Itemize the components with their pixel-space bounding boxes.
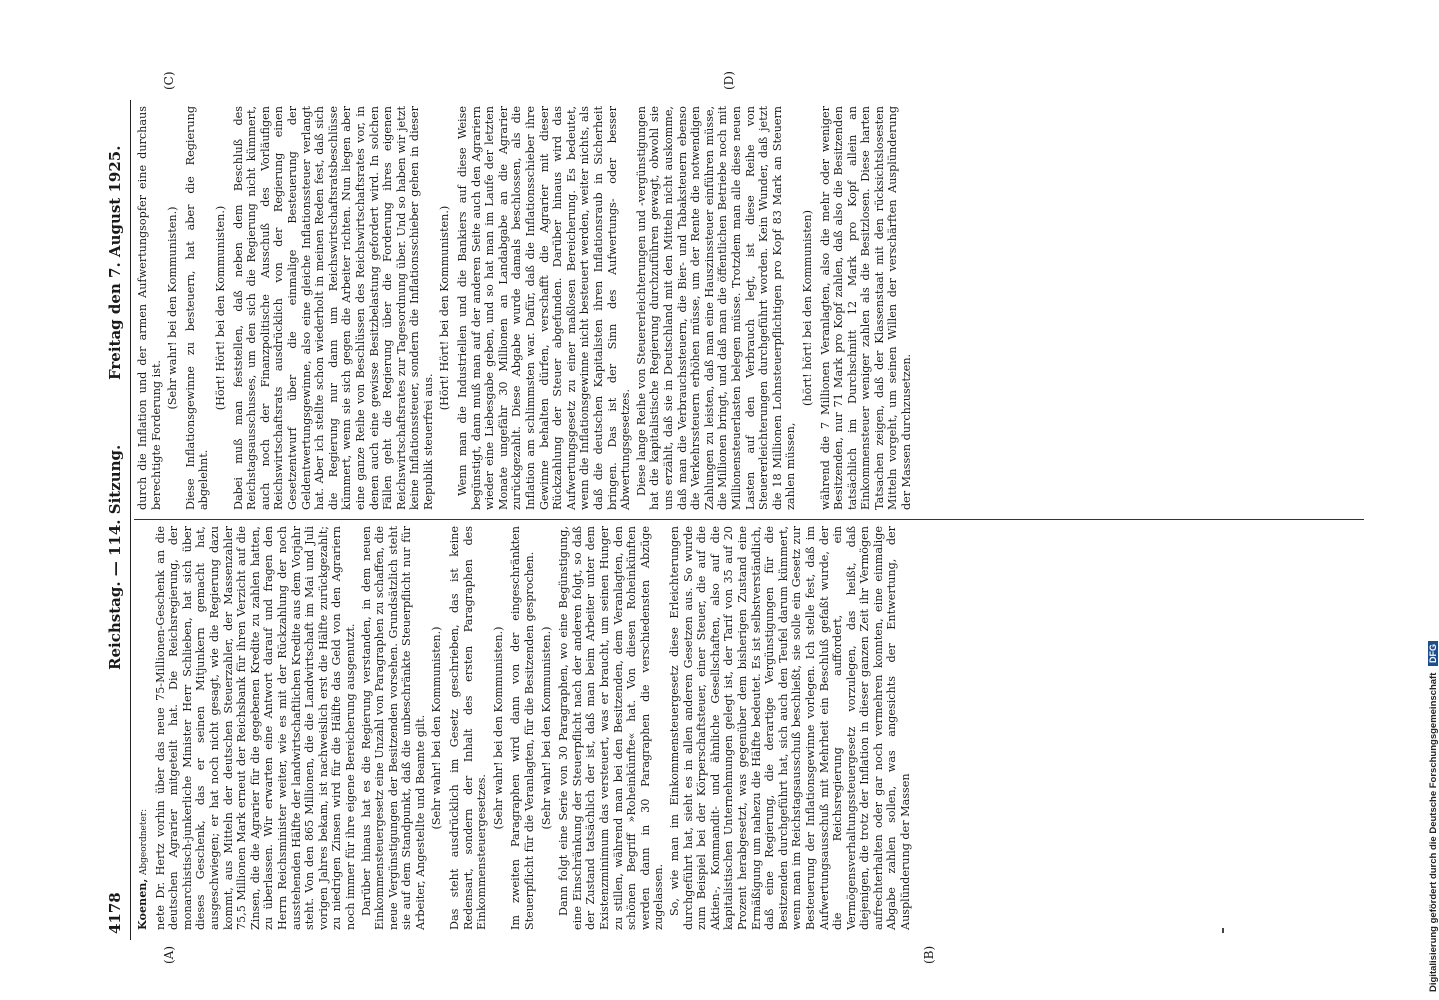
paragraph: Darüber hinaus hat es die Regierung verstanden, in dem neuen Einkommensteuergesetz eine Unzahl von Paragraphen zu schaffen, die neue Vergünstigungen der Besitzenden vorsehen. Grundsätzlich steht sie auf dem Standpunkt, daß die unbeschränkte Steuerpflicht nur für Arbeiter, Angestellte und Beamte gilt. (359, 526, 427, 930)
margin-letter-a: (A) (162, 945, 176, 964)
paragraph: Wenn man die Industriellen und die Bankiers auf diese Weise begünstigt, dann muß man auf der anderen Seite auch den Agrariern wieder eine Liebesgabe geben, und so hat man im Laufe der letzten Monate ungefähr 30 Millionen an Landabgabe an die Agrarier zurückgezahlt. Diese Abgabe wurde damals beschlossen, als die Inflation am schlimmsten war. Dafür, daß die Inflationsschieber ihre Gewinne behalten dürfen, verschafft die Agrarier mit dieser Rückzahlung der Steuer abgefunden. Darüber hinaus wird das Aufwertungsgesetz zu einer maßlosen Bereicherung. Es bedeutet, wenn die Inflationsgewinne nicht besteuert werden, weiter nichts, als daß die deutschen Kapitalisten ihren Inflationsraub in Sicherheit bringen. Das ist der Sinn des Aufwertungs- oder besser Abwertungsgesetzes. (456, 106, 633, 510)
speaker-line (136, 526, 152, 930)
digitization-credit (1428, 2, 1439, 992)
dfg-logo: DFG (1428, 641, 1438, 666)
margin-letter-c: (C) (162, 71, 176, 90)
interjection: (Sehr wahr! bei den Kommunisten.) (491, 626, 505, 830)
interjection: (Hört! Hört! bei den Kommunisten.) (438, 205, 452, 411)
paragraph: Im zweiten Paragraphen wird dann von der eingeschränkten Steuerpflicht für die Veranlagten, für die Besitzenden gesprochen. (509, 526, 537, 930)
rotated-document-page (102, 71, 1372, 964)
paragraph: durch die Inflation und der armen Aufwertungsopfer eine durchaus berechtigte Forderung ist. (136, 106, 163, 510)
credit-text: Digitalisierung gefördert durch die Deutsche Forschungsgemeinschaft (1428, 672, 1439, 992)
scan-speck (1222, 928, 1224, 933)
margin-letter-b: (B) (922, 945, 936, 964)
page-header (102, 100, 131, 940)
speaker-note: Abgeordneter: (139, 808, 149, 876)
interjection: (Sehr wahr! bei den Kommunisten.) (166, 206, 180, 410)
paragraph: nete Dr. Hertz vorhin über das neue 75-Millionen-Geschenk an die deutschen Agrarier mitgeteilt hat. Die Reichsregierung, der monarchistisch-junkerliche Minister Herr Schlieben, hat sich über dieses Geschenk, das er seinen Mitjunkern gemacht hat, ausgeschwiegen; er hat noch nicht gesagt, wie die Regierung dazu kommt, aus Mitteln der deutschen Steuerzahler, der Massenzahler 75,5 Millionen Mark erneut der Reichsbank für ihren Verzicht auf die Zinsen, die die Agrarier für die gegebenen Kredite zu zahlen hatten, zu überlassen. Wir erwarten eine Antwort darauf und fragen den Herrn Reichsminister weiter, wie es mit der Rückzahlung der noch ausstehenden Hälfte der landwirtschaftlichen Kredite aus dem Vorjahr steht. Von den 865 Millionen, die die Landwirtschaft im Mai und Juli vorigen Jahres bekam, ist nachweislich erst die Hälfte zurückgezahlt; zu niedrigen Zinsen wird für die Hälfte das Geld von den Agrariern noch immer für ihre eigene Bereicherung ausgenutzt. (153, 526, 357, 930)
column-divider (134, 519, 1364, 520)
interjection: (Sehr wahr! bei den Kommunisten.) (430, 626, 444, 830)
page-number: 4178 (106, 892, 124, 934)
header-session: Reichstag. — 114. Sitzung. (106, 444, 124, 670)
paragraph: Diese Inflationsgewinne zu besteuern, hat aber die Regierung abgelehnt. (183, 106, 211, 510)
interjection: (Hört! Hört! bei den Kommunisten.) (213, 205, 227, 411)
paragraph: während die 7 Millionen Veranlagten, also die mehr oder weniger Besitzenden, nur 71 Mark pro Kopf zahlen, daß also die Besitzenden tatsächlich im Durchschnitt 12 Mark pro Kopf allein an Einkommensteuer weniger zahlen als die Besitzlosen. Diese harten Tatsachen zeigen, daß der Klassenstaat mit den rücksichtslosesten Mitteln vorgeht, um seinen Willen der verschärften Ausplünderung der Massen durchzusetzen. (818, 106, 914, 510)
paragraph: Dabei muß man feststellen, daß neben dem Beschluß des Reichstagsausschusses, um den sich die Regierung nicht kümmert, auch noch der Finanzpolitische Ausschuß des Vorläufigen Reichswirtschaftsrats ausdrücklich von der Regierung einen Gesetzentwurf über die einmalige Besteuerung der Geldentwertungsgewinne, also eine gleiche Inflationssteuer verlangt hat. Aber ich stellte schon wiederholt in meinen Reden fest, daß sich die Regierung nur dann um Reichswirtschaftsratsbeschlüsse kümmert, wenn sie sich gegen die Arbeiter richten. Nun liegen aber eine ganze Reihe von Beschlüssen des Reichswirtschaftsrates vor, in denen auch eine gewisse Besitzbelastung gefordert wird. In solchen Fällen geht die Regierung über die Forderung ihres eigenen Reichswirtschaftsrates zur Tagesordnung über. Und so haben wir jetzt keine Inflationssteuer, sondern die Inflationsschieber gehen in dieser Republik steuerfrei aus. (231, 106, 435, 510)
paragraph: Diese lange Reihe von Steuererleichterungen und -vergünstigungen hat die kapitalistische Regierung durchzuführen gewagt, obwohl sie uns erzählt, daß sie in Deutschland mit den Mitteln nicht auskomme, daß man die Verbrauchssteuern, die Bier- und Tabaksteuern ebenso die Verkehrssteuern erhöhen müsse, um der Rente die notwendigen Zahlungen zu leisten, daß man eine Hauszinssteuer einführen müsse, die Millionen bringt, und daß man die öffentlichen Betriebe noch mit Millionensteuerlasten belegen müsse. Trotzdem man alle diese neuen Lasten auf den Verbrauch legt, ist diese Reihe von Steuererleichterungen durchgeführt worden. Kein Wunder, daß jetzt die 18 Millionen Lohnsteuerpflichtigen pro Kopf 83 Mark an Steuern zahlen müssen, (634, 106, 798, 510)
speaker-name: Koenen, (135, 878, 149, 930)
right-column (136, 106, 916, 510)
paragraph: Dann folgt eine Serie von 30 Paragraphen, wo eine Begünstigung, eine Einschränkung der Steuerpflicht nach der anderen folgt, so daß der Zustand tatsächlich der ist, daß man beim Arbeiter unter dem Existenzminimum das versteuert, was er braucht, um seinen Hunger zu stillen, während man bei den Besitzenden, dem Veranlagten, den schönen Begriff »Roheinkünfte« hat. Von diesen Roheinkünften werden dann in 30 Paragraphen die verschiedensten Abzüge zugelassen. (557, 526, 666, 930)
left-column (136, 526, 915, 930)
paragraph: Das steht ausdrücklich im Gesetz geschrieben, das ist keine Redensart, sondern der Inhalt des ersten Paragraphen des Einkommensteuergesetzes. (448, 526, 489, 930)
paragraph: So, wie man im Einkommensteuergesetz diese Erleichterungen durchgeführt hat, sieht es in allen anderen Gesetzen aus. So wurde zum Beispiel bei der Körperschaftsteuer, einer Steuer, die auf die Aktien-, Kommandit- und ähnliche Gesellschaften, also auf die kapitalistischen Unternehmungen gelegt ist, der Tarif von 35 auf 20 Prozent herabgesetzt, was gegenüber dem bisherigen Zustand eine Ermäßigung um nahezu die Hälfte bedeutet. Es ist selbstverständlich, daß eine Regierung, die derartige Vergünstigungen für die Besitzenden durchgeführt hat, sich auch den Teufel darum kümmert, wenn man im Reichstagsausschuß beschließt, sie solle ein Gesetz zur Besteuerung der Inflationsgewinne vorlegen. Ich stelle fest, daß im Aufwertungsausschuß mit Mehrheit ein Beschluß gefaßt wurde, der die Reichsregierung auffordert, ein Vermögensverhaltungssteuergesetz vorzulegen, das heißt, daß diejenigen, die trotz der Inflation in dieser ganzen Zeit ihr Vermögen aufrechterhalten oder gar noch vermehren konnten, eine einmalige Abgabe zahlen sollen, was angesichts der Entwertung, der Ausplünderung der Massen (667, 526, 913, 930)
interjection: (hört! hört! bei den Kommunisten) (800, 210, 814, 406)
interjection: (Sehr wahr! bei den Kommunisten.) (539, 626, 553, 830)
margin-letter-d: (D) (722, 71, 736, 90)
header-date: Freitag den 7. August 1925. (106, 145, 124, 380)
